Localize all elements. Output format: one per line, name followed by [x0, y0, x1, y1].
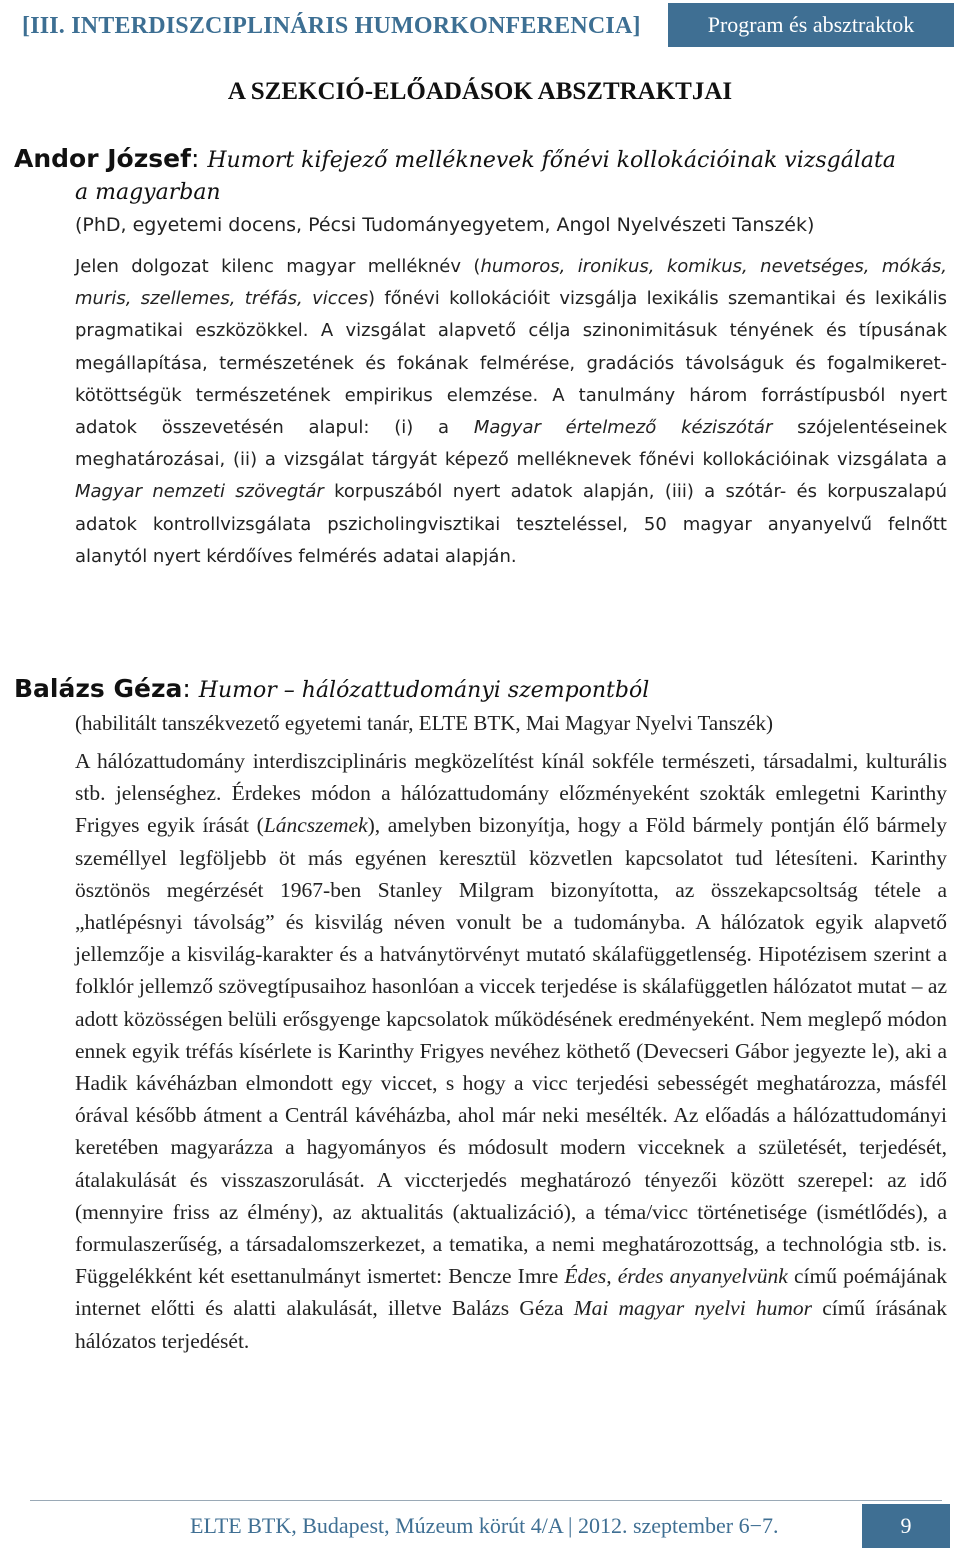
entry-title: Andor József: Humort kifejező melléknevek főnévi kollokációinak vizsgálata: [14, 144, 896, 173]
abstract-entry: [14, 143, 946, 573]
abstract-entry: [14, 673, 946, 1357]
footer-location: ELTE BTK, Budapest, Múzeum körút 4/A: [190, 1513, 563, 1538]
talk-title: Humort kifejező melléknevek főnévi kollokációinak vizsgálata: [207, 148, 896, 173]
author-affiliation: (PhD, egyetemi docens, Pécsi Tudományegyetem, Angol Nyelvészeti Tanszék): [75, 214, 815, 236]
talk-title-continued: a magyarban: [75, 180, 221, 205]
footer-date: 2012. szeptember 6−7.: [577, 1513, 779, 1538]
section-title: A SZEKCIÓ-ELŐADÁSOK ABSZTRAKTJAI: [227, 78, 733, 105]
talk-title: Humor – hálózattudományi szempontból: [198, 678, 650, 703]
footer-separator: |: [568, 1513, 573, 1538]
author-name: Andor József: [14, 144, 191, 173]
page-header: [0, 0, 960, 50]
section-label: Program és absztraktok: [668, 3, 954, 47]
page-number: 9: [862, 1504, 950, 1548]
footer-divider: [30, 1500, 942, 1501]
author-name: Balázs Géza: [14, 674, 183, 703]
entry-title: Balázs Géza: Humor – hálózattudományi szempontból: [14, 674, 650, 703]
abstract-text: A hálózattudomány interdiszciplináris megközelítést kínál sokféle természeti, társadalmi, kulturális stb. jelenséghez. Érdekes módon a hálózattudomány előzményeként szokták emlegetni Karinthy Frigyes egyik írását (Láncszemek), amelyben bizonyítja, hogy a Föld bármely pontján élő bármely személlyel legföljebb öt más egyénen keresztül közvetlen kapcsolatot tud létesíteni. Karinthy ösztönös megérzését 1967-ben Stanley Milgram bizonyította, az összekapcsoltság tétele a „hatlépésnyi távolság” és kisvilág néven vonult be a tudományba. A hálózatok egyik alapvető jellemzője a kisvilág-karakter és a hatványtörvényt mutató skálafüggetlenség. Hipotézisem szerint a folklór jellemző szövegtípusaihoz hasonlóan a viccek terjedése is skálafüggetlen hálózatot mutat – az adott közösségen belüli erősgyenge kapcsolatok működésének eredményeként. Nem meglepő módon ennek egyik tréfás kísérlete is Karinthy Frigyes nevéhez köthető (Devecseri Gábor jegyezte le), aki a Hadik kávéházban elmondott egy viccet, s hogy a vicc terjedési sebességét meghatározza, másfél órával később átment a Centrál kávéházba, ahol már neki mesélték. Az előadás a hálózattudományi keretében magyarázza a hagyományos és módosult modern vicceknek a születését, terjedését, átalakulását és visszaszorulását. A viccterjedés meghatározó tényezői között szerepel: az idő (mennyire friss az élmény), az aktualitás (aktualizáció), a téma/vicc történetisége (ismétlődés), a formulaszerűség, a társadalomszerkezet, a tematika, a nemi meghatározottság, a technológia stb. is. Függelékként két esettanulmányt ismertet: Bencze Imre Édes, érdes anyanyelvünk című poémájának internet előtti és alatti alakulását, illetve Balázs Géza Mai magyar nyelvi humor című írásának hálózatos terjedését.: [75, 749, 947, 1353]
conference-title: [III. INTERDISZCIPLINÁRIS HUMORKONFERENCIA]: [22, 13, 641, 39]
author-affiliation: (habilitált tanszékvezető egyetemi tanár, ELTE BTK, Mai Magyar Nyelvi Tanszék): [75, 711, 774, 735]
footer-info: [190, 1508, 779, 1544]
abstract-text: Jelen dolgozat kilenc magyar melléknév (humoros, ironikus, komikus, nevetséges, mókás, muris, szellemes, tréfás, vicces) főnévi kollokációit vizsgálja lexikális szemantikai és lexikális pragmatikai eszközökkel. A vizsgálat alapvető célja szinonimitásuk tényének és típusának megállapítása, természetének és fokának felmérése, gradációs távolságuk és fogalmikeret-kötöttségük természetének empirikus elemzése. A tanulmány három forrástípusból nyert adatok összevetésén alapul: (i) a Magyar értelmező kéziszótár szójelentéseinek meghatározásai, (ii) a vizsgálat tárgyát képező melléknevek főnévi kollokációinak vizsgálata a Magyar nemzeti szövegtár korpuszából nyert adatok alapján, (iii) a szótár- és korpuszalapú adatok kontrollvizsgálata pszicholingvisztikai teszteléssel, 50 magyar anyanyelvű felnőtt alanytól nyert kérdőíves felmérés adatai alapján.: [75, 256, 948, 567]
